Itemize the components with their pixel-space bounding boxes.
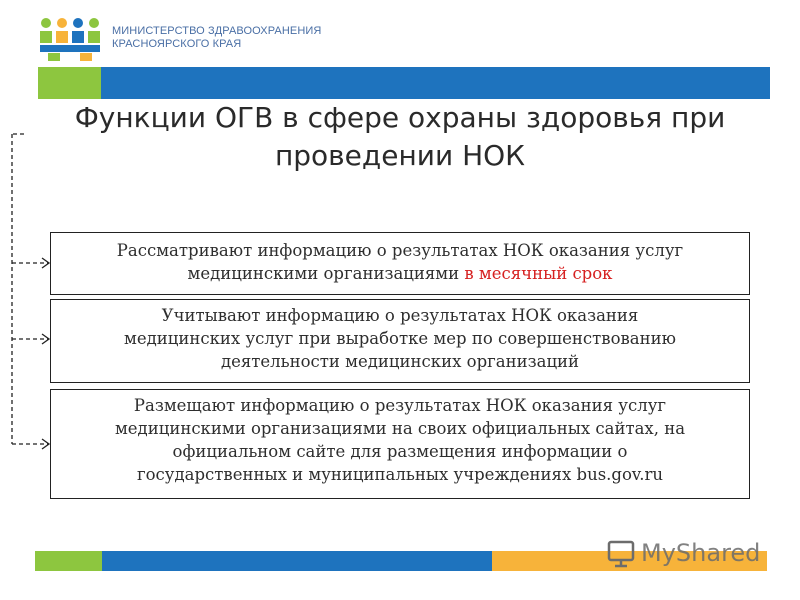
function-box-1-line1: Рассматривают информацию о результатах НОК оказания услуг: [116, 241, 684, 260]
function-box-2-line3: деятельности медицинских организаций: [220, 352, 580, 371]
ministry-name-line2: КРАСНОЯРСКОГО КРАЯ: [112, 38, 242, 50]
footer-stripe-green: [35, 551, 102, 571]
function-box-2: [50, 299, 750, 383]
function-box-2-line1: Учитывают информацию о результатах НОК оказания: [161, 306, 639, 325]
slide-title-line2: проведении НОК: [274, 139, 526, 172]
slide-title-line1: Функции ОГВ в сфере охраны здоровья при: [74, 101, 726, 134]
header-stripe-green: [38, 67, 101, 99]
function-box-3-line1: Размещают информацию о результатах НОК оказания услуг: [133, 396, 667, 415]
function-box-3-line3: официальном сайте для размещения информации о: [172, 442, 628, 461]
ministry-name-line1: МИНИСТЕРСТВО ЗДРАВООХРАНЕНИЯ: [112, 25, 322, 37]
function-box-1: [50, 232, 750, 295]
ministry-name: [112, 25, 321, 51]
function-box-2-line2: медицинских услуг при выработке мер по совершенствованию: [124, 329, 676, 348]
function-box-3-line4: государственных и муниципальных учреждениях bus.gov.ru: [136, 465, 664, 484]
function-box-1-line2: [51, 262, 749, 285]
header-stripe: [38, 67, 770, 99]
function-box-3: [50, 389, 750, 499]
myshared-watermark[interactable]: [605, 536, 760, 570]
ministry-logo-icon: [38, 17, 102, 61]
myshared-logo-icon: [605, 536, 639, 570]
footer-stripe-blue: [102, 551, 492, 571]
myshared-watermark-text: MyShared: [641, 539, 761, 567]
dashed-connector: [0, 125, 55, 455]
function-box-1-line2-text: медицинскими организациями: [187, 264, 465, 283]
header-stripe-blue: [101, 67, 770, 99]
monthly-term-highlight: в месячный срок: [464, 264, 613, 283]
slide-title: [0, 99, 800, 175]
function-box-3-line2: медицинскими организациями на своих официальных сайтах, на: [114, 419, 686, 438]
